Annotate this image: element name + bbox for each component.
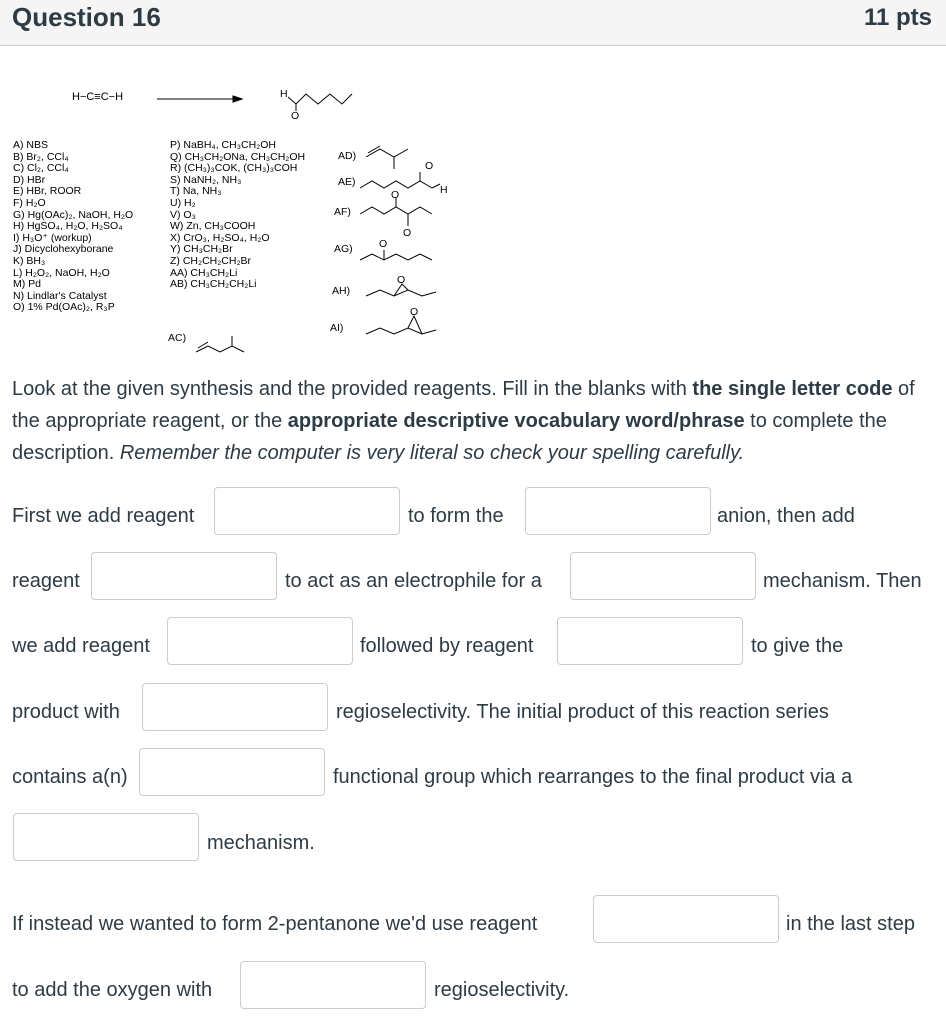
structure-ai [366,316,436,334]
structure-ag-label: AG) [334,243,353,255]
reagent-l: L) H₂O₂, NaOH, H₂O [13,266,110,279]
text-if-instead: If instead we wanted to form 2-pentanone we'd use reagent [12,913,538,935]
reagent-x: X) CrO₃, H₂SO₄, H₂O [170,231,270,244]
structure-ac [196,336,244,352]
text-mechanism: mechanism. [207,832,315,854]
reagent-list-left [13,140,133,314]
blank-10-input[interactable] [593,895,779,943]
reagent-r: R) (CH₃)₃COK, (CH₃)₃COH [170,162,298,175]
text-anion-then-add: anion, then add [717,505,855,527]
text-in-the-last-step: in the last step [786,913,915,935]
reagent-v: V) O₃ [170,208,196,221]
text-regioselectivity-initial: regioselectivity. The initial product of this reaction series [336,701,829,723]
question-header [0,0,946,46]
reagent-d: D) HBr [13,173,46,186]
reagent-m: M) Pd [13,278,42,291]
ag-oxygen-label-2: O [379,238,388,250]
reagent-h: H) HgSO₄, H₂O, H₂SO₄ [13,220,123,233]
reagent-a: A) NBS [13,139,49,151]
scheme-drawings [0,80,946,370]
text-electrophile: to act as an electrophile for a [285,570,542,592]
structure-ac-label: AC) [168,332,187,344]
text-we-add-reagent: we add reagent [12,635,150,657]
blank-4-input[interactable] [570,552,756,600]
text-contains-an: contains a(n) [12,766,128,788]
structure-ae [360,172,440,188]
reagent-k: K) BH₃ [13,254,46,267]
instructions-italic: Remember the computer is very literal so check your spelling carefully. [119,442,745,464]
blank-8-input[interactable] [139,748,325,796]
ai-oxygen-label: O [410,306,419,318]
reagent-p: P) NaBH₄, CH₃CH₂OH [170,139,276,151]
ag-oxygen-label-1: O [403,227,412,239]
reagent-g: G) Hg(OAc)₂, NaOH, H₂O [13,208,134,221]
text-mechanism-then: mechanism. Then [763,570,922,592]
reagent-aa: AA) CH₃CH₂Li [170,266,238,279]
reagent-t: T) Na, NH₃ [170,185,222,198]
reagent-w: W) Zn, CH₃COOH [170,220,256,233]
ae-hydrogen-label: H [440,184,448,196]
product-h-label: H [280,88,288,100]
text-first-we-add: First we add reagent [12,505,195,527]
reagent-z: Z) CH₂CH₂CH₂Br [170,254,252,267]
product-structure [288,94,352,104]
reagent-q: Q) CH₃CH₂ONa, CH₃CH₂OH [170,150,306,163]
starting-material: H−C≡C−H [72,91,124,103]
text-functional-group: functional group which rearranges to the final product via a [333,766,853,788]
structure-ae-label: AE) [338,176,356,188]
reagent-y: Y) CH₃CH₂Br [170,243,233,256]
blank-7-input[interactable] [142,683,328,731]
reagent-list-mid [170,140,305,291]
blank-9-input[interactable] [13,813,199,861]
reagent-s: S) NaNH₂, NH₃ [170,173,242,186]
text-to-form-the: to form the [408,505,504,527]
structure-ad [366,146,408,169]
reagent-b: B) Br₂, CCl₄ [13,150,69,163]
blank-2-input[interactable] [525,487,711,535]
text-to-add-oxygen: to add the oxygen with [12,979,213,1001]
reagent-o: O) 1% Pd(OAc)₂, R₃P [13,301,115,314]
product-o-label: O [291,110,300,122]
instructions-text-2: of the appropriate reagent, or the [12,378,915,432]
reagent-u: U) H₂ [170,196,196,209]
reaction-arrowhead [233,96,242,102]
structure-af-label: AF) [334,206,351,218]
structure-ah-label: AH) [332,285,351,297]
instructions-text-3: to complete the description. [12,410,887,464]
reagent-j: J) Dicyclohexyborane [13,243,114,256]
blank-11-input[interactable] [240,961,426,1009]
af-oxygen-label: O [391,189,400,201]
text-product-with: product with [12,701,120,723]
ae-oxygen-label: O [425,160,434,172]
blank-5-input[interactable] [167,617,353,665]
structure-af [360,198,432,226]
blank-6-input[interactable] [557,617,743,665]
reagent-e: E) HBr, ROOR [13,185,82,198]
instructions-text-1: Look at the given synthesis and the provided reagents. Fill in the blanks with [12,378,693,400]
reagent-i: I) H₃O⁺ (workup) [13,231,92,244]
text-reagent: reagent [12,570,80,592]
instructions [12,373,932,469]
blank-3-input[interactable] [91,552,277,600]
ah-oxygen-label: O [397,274,406,286]
text-followed-by-reagent: followed by reagent [360,635,534,657]
question-points: 11 pts [863,4,932,31]
instructions-bold-1: the single letter code [692,378,893,400]
reagent-c: C) Cl₂, CCl₄ [13,162,69,175]
reagent-ab: AB) CH₃CH₂CH₂Li [170,278,257,291]
blank-1-input[interactable] [214,487,400,535]
text-regioselectivity-end: regioselectivity. [434,979,570,1001]
question-title: Question 16 [12,2,161,32]
instructions-bold-2: appropriate descriptive vocabulary word/phrase [287,410,745,432]
text-to-give-the: to give the [751,635,844,657]
reaction-scheme [0,80,946,370]
reagent-f: F) H₂O [13,196,46,209]
reagent-n: N) Lindlar's Catalyst [13,289,107,302]
structure-ad-label: AD) [338,150,357,162]
structure-ai-label: AI) [330,322,344,334]
structure-ag [360,250,432,260]
